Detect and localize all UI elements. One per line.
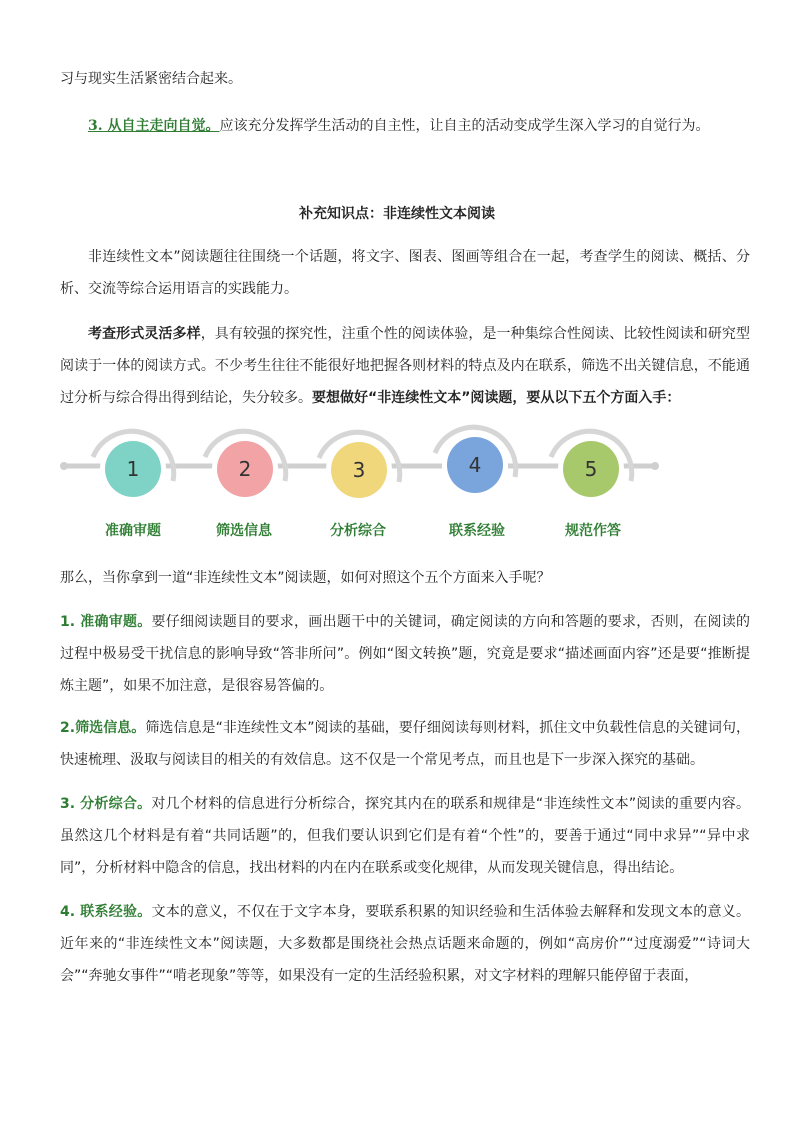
step-3-number: 3 <box>352 458 366 482</box>
point-3-text: 应该充分发挥学生活动的自主性，让自主的活动变成学生深入学习的自觉行为。 <box>219 118 710 134</box>
intro-paragraph: 非连续性文本”阅读题往往围绕一个话题，将文字、图表、图画等组合在一起，考查学生的阅读、概括、分析、交流等综合运用语言的实践能力。 <box>60 249 750 297</box>
section-title: 补充知识点：非连续性文本阅读 <box>299 206 495 222</box>
step-label-5: 规范作答 <box>565 523 621 539</box>
timeline-start-dot <box>60 462 68 470</box>
top-line: 习与现实生活紧密结合起来。 <box>60 71 242 87</box>
step-label-3: 分析综合 <box>330 523 386 539</box>
step-label-1: 准确审题 <box>105 523 161 539</box>
form-text: ，具有较强的探究性，注重个性的阅读体验，是一种集综合性阅读、比较性阅读和研究型阅读于一体的阅读方式。不少考生往往不能很好地把握各则材料的特点及内在联系，筛选不出关键信息，不能通过分析与综合得出得到结论，失分较多。 <box>60 326 751 406</box>
step-4-number: 4 <box>468 453 482 477</box>
timeline-end-dot <box>651 462 659 470</box>
item-1 <box>60 606 750 702</box>
form-paragraph <box>60 318 750 414</box>
step-1-number: 1 <box>126 457 140 481</box>
point-3-label: 3. 从自主走向自觉。 <box>88 118 220 134</box>
form-bold-tail: 要想做好“非连续性文本”阅读题，要从以下五个方面入手： <box>312 390 681 406</box>
item-1-text: 要仔细阅读题目的要求，画出题干中的关键词，确定阅读的方向和答题的要求，否则，在阅读的过程中极易受干扰信息的影响导致“答非所问”。例如“图文转换”题，究竟是要求“描述画面内容”还是要“推断提炼主题”，如果不加注意，是很容易答偏的。 <box>60 614 751 694</box>
form-bold-lead: 考查形式灵活多样 <box>88 326 201 342</box>
point-3 <box>88 115 710 135</box>
step-2-number: 2 <box>238 457 252 481</box>
item-4 <box>60 896 750 992</box>
item-2-head: 2.筛选信息。 <box>60 720 146 736</box>
step-label-4: 联系经验 <box>449 523 505 539</box>
item-4-head: 4. 联系经验。 <box>60 904 152 920</box>
item-2 <box>60 712 750 776</box>
item-1-head: 1. 准确审题。 <box>60 614 152 630</box>
step-label-2: 筛选信息 <box>216 523 272 539</box>
item-3 <box>60 788 750 884</box>
step-5-number: 5 <box>584 457 598 481</box>
item-3-text: 对几个材料的信息进行分析综合，探究其内在的联系和规律是“非连续性文本”阅读的重要内容。虽然这几个材料是有着“共同话题”的，但我们要认识到它们是有着“个性”的，要善于通过“同中求异”“异中求同”，分析材料中隐含的信息，找出材料的内在内在联系或变化规律，从而发现关键信息，得出结论。 <box>60 796 750 876</box>
item-3-head: 3. 分析综合。 <box>60 796 152 812</box>
item-4-text: 文本的意义，不仅在于文字本身，要联系积累的知识经验和生活体验去解释和发现文本的意义。近年来的“非连续性文本”阅读题，大多数都是围绕社会热点话题来命题的，例如“高房价”“过度溺爱”“诗词大会”“奔驰女事件”“啃老现象”等等，如果没有一定的生活经验积累，对文字材料的理解只能停留于表面， <box>60 904 751 984</box>
item-2-text: 筛选信息是“非连续性文本”阅读的基础，要仔细阅读每则材料，抓住文中负载性信息的关键词句，快速梳理、汲取与阅读目的相关的有效信息。这不仅是一个常见考点，而且也是下一步深入探究的基础。 <box>60 720 750 768</box>
question-line: 那么，当你拿到一道“非连续性文本”阅读题，如何对照这个五个方面来入手呢？ <box>60 570 551 586</box>
